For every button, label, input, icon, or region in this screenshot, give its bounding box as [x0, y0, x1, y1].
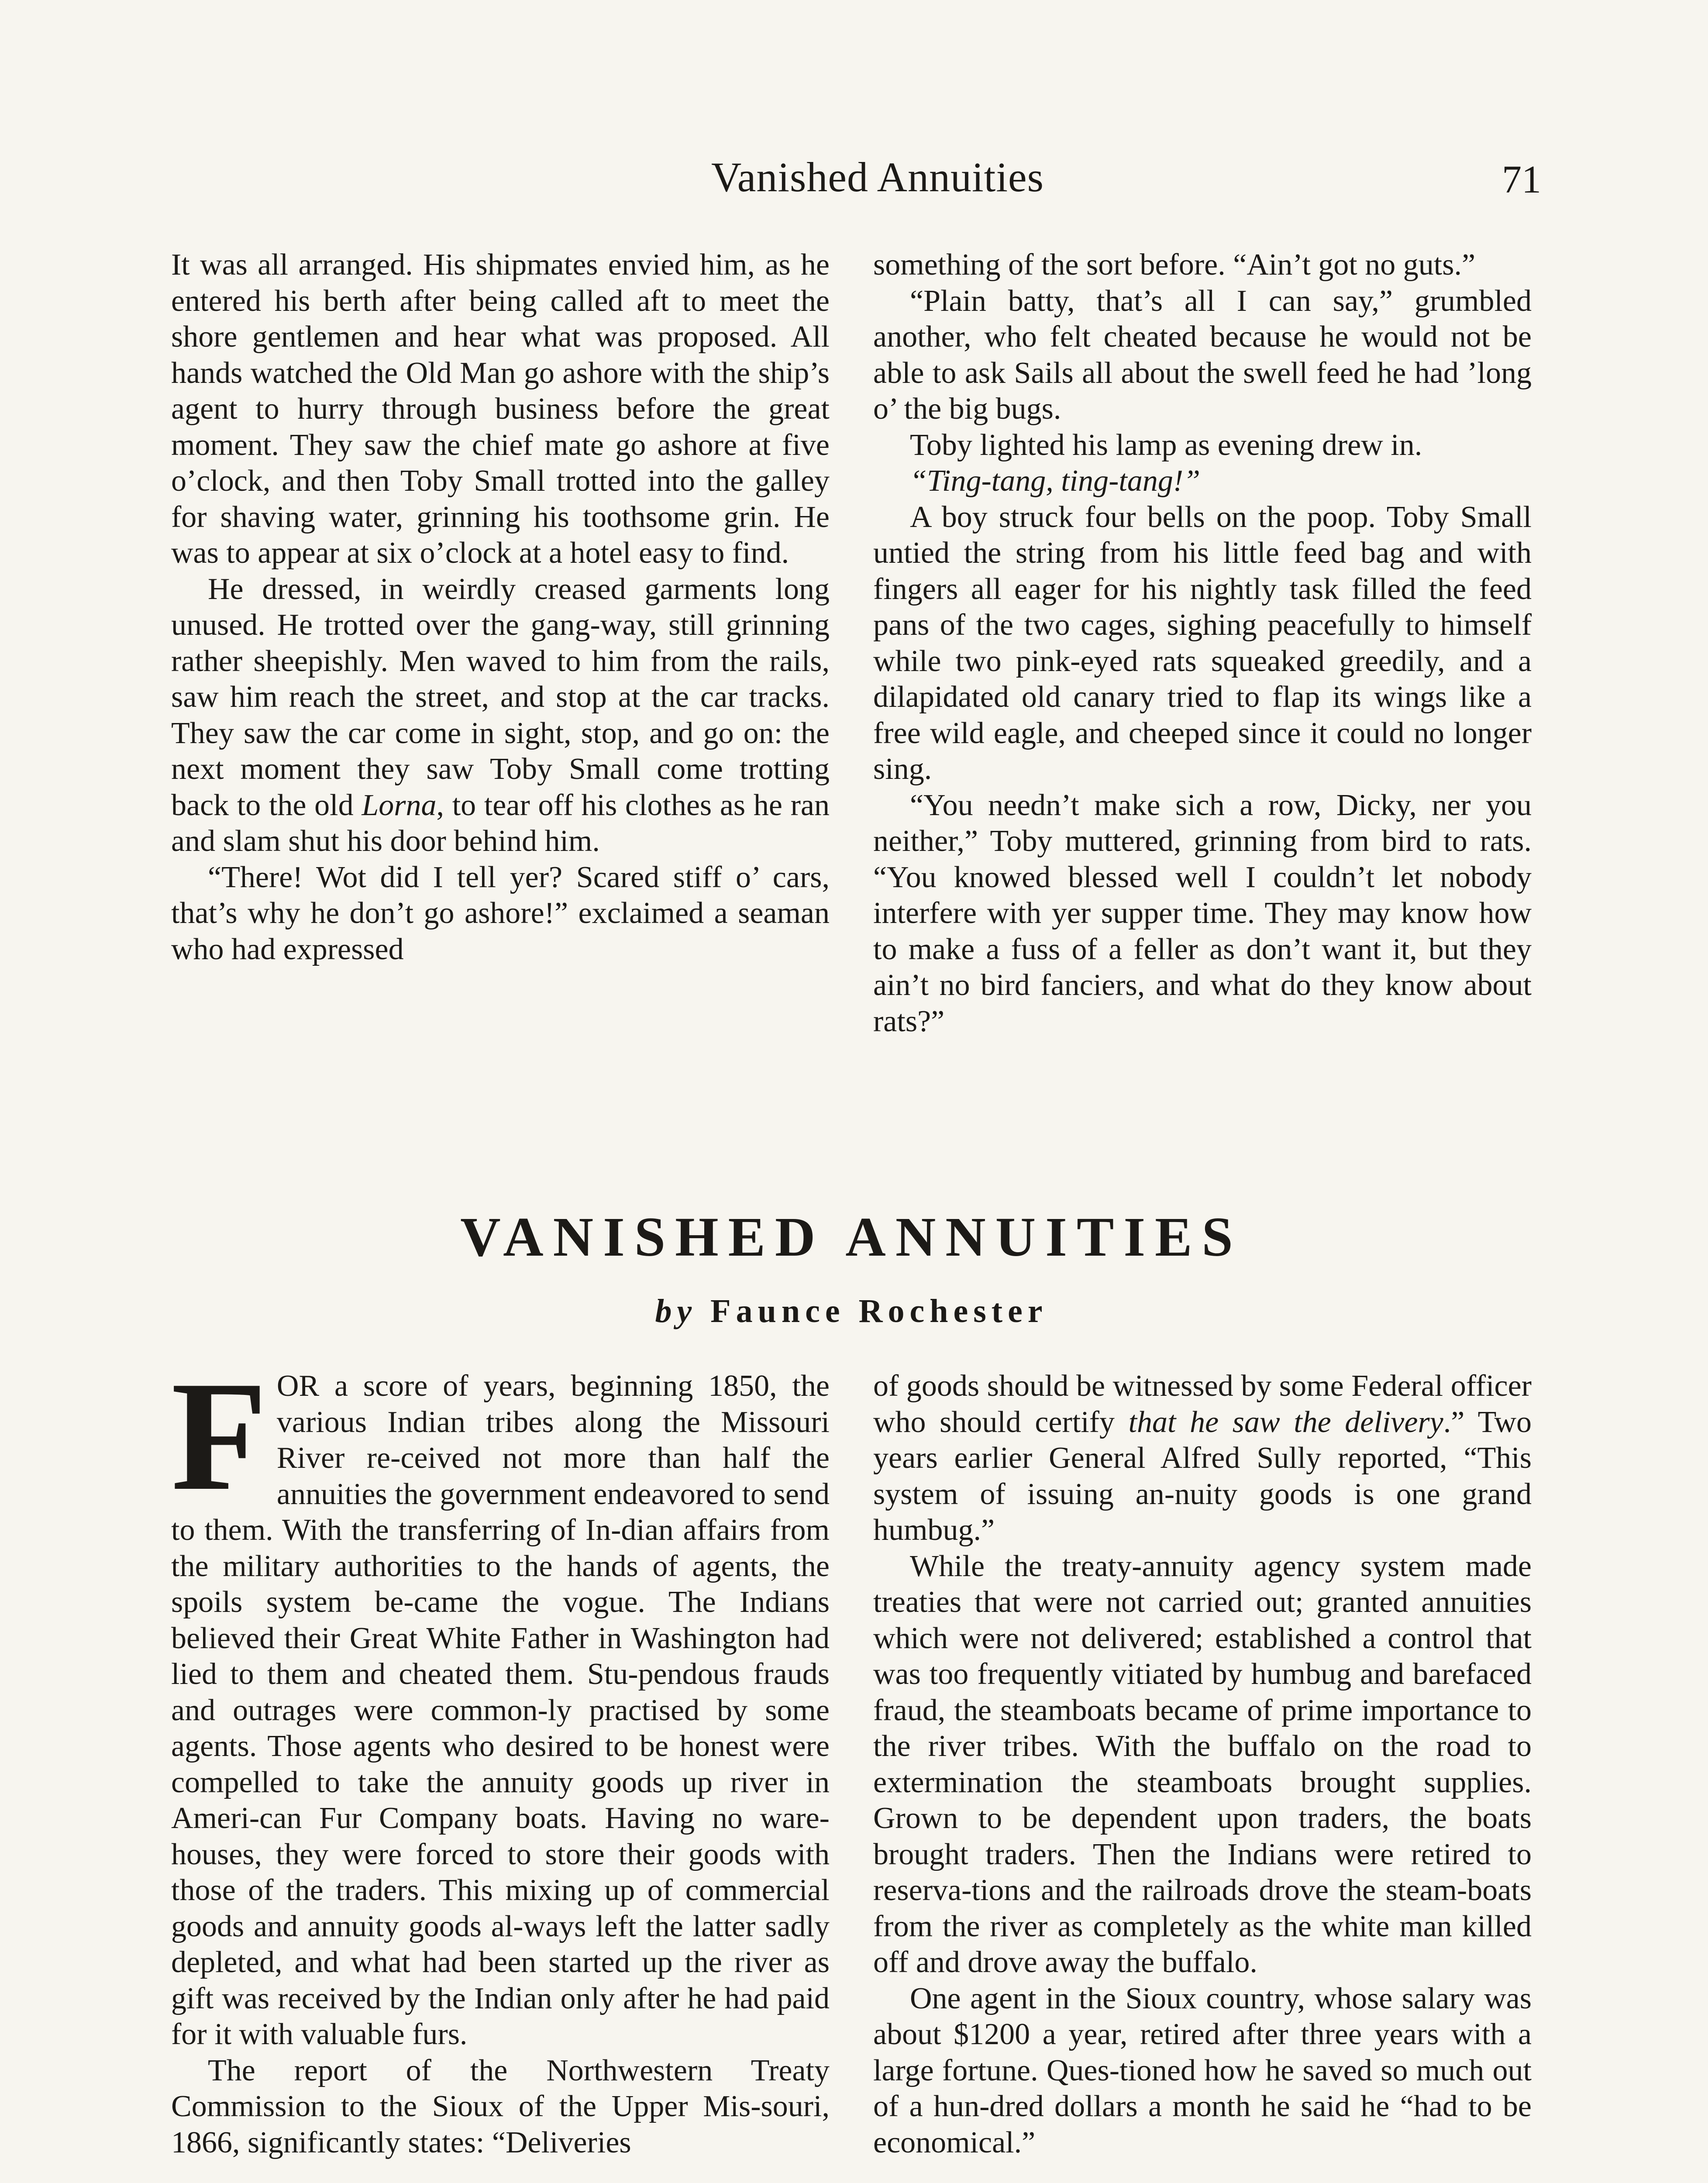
- paragraph: “Plain batty, that’s all I can say,” grumbled another, who felt cheated because he would not be able to ask Sails all about the swell feed he had ’long o’ the big bugs.: [873, 284, 1532, 426]
- paragraph-text: , to tear off his clothes as he ran and slam shut his door behind him.: [171, 788, 830, 858]
- paragraph-text: OR a score of years, beginning 1850, the various Indian tribes along the Missouri River re-ceived not more than half the annuities the government endeavored to send to them. With the transferring of In-dian affairs from the military authorities to the hands of agents, the spoils system be-came the vogue. The Indians believed their Great White Father in Washington had lied to them and cheated them. Stu-pendous frauds and outrages were common-ly practised by some agents. Those agents who desired to be honest were compelled to take the annuity goods up river in Ameri-can Fur Company boats. Having no ware-houses, they were forced to store their goods with those of the traders. This mixing up of commercial goods and annuity goods al-ways left the latter sadly depleted, and what had been started up the river as gift was received by the Indian only after he had paid for it with valuable furs.: [171, 1369, 830, 2051]
- paragraph: One agent in the Sioux country, whose salary was about $1200 a year, retired after three years with a large fortune. Ques-tioned how he saved so much out of a hun-dred dollars a month he said he “had to be economical.”: [873, 1981, 1532, 2159]
- paragraph: The report of the Northwestern Treaty Commission to the Sioux of the Upper Mis-souri, 1866, significantly states: “Deliveries: [171, 2053, 830, 2159]
- article-right-column: [873, 1368, 1532, 2161]
- page-number: 71: [1502, 158, 1541, 201]
- byline: [171, 1292, 1532, 1330]
- paragraph: “There! Wot did I tell yer? Scared stiff o’ cars, that’s why he don’t go ashore!” exclaimed a seaman who had expressed: [171, 860, 830, 966]
- paragraph-text: of goods should be witnessed by some Federal officer who should certify: [873, 1369, 1532, 1439]
- paragraph-text: He dressed, in weirdly creased garments long unused. He trotted over the gang-way, still grinning rather sheepishly. Men waved to him from the rails, saw him reach the street, and stop at the car tracks. They saw the car come in sight, stop, and go on: the next moment they saw Toby Small come trotting back to the old: [171, 572, 830, 822]
- article-left-column: [171, 1349, 830, 2161]
- emphasis-text: that he saw the delivery: [1128, 1405, 1443, 1439]
- ship-name: Lorna: [362, 788, 437, 822]
- paragraph: [873, 1368, 1532, 1549]
- paragraph: [171, 1349, 830, 2053]
- drop-cap: F: [171, 1349, 267, 1523]
- paragraph: A boy struck four bells on the poop. Toby Small untied the string from his little feed bag and with fingers all eager for his nightly task filled the feed pans of the two cages, sighing peacefully to himself while two pink-eyed rats squeaked greedily, and a dilapidated old canary tried to flap its wings like a free wild eagle, and cheeped since it could no longer sing.: [873, 500, 1532, 786]
- byline-author: Faunce Rochester: [710, 1293, 1048, 1329]
- bells-sound: “Ting-tang, ting-tang!”: [910, 464, 1201, 498]
- story-end-right-column: [873, 247, 1532, 1040]
- paragraph: “You needn’t make sich a row, Dicky, ner you neither,” Toby muttered, grinning from bird to rats. “You knowed blessed well I couldn’t let nobody interfere with yer supper time. They may know how to make a fuss of a feller as don’t want it, but they ain’t no bird fanciers, and what do they know about rats?”: [873, 788, 1532, 1038]
- article-title: VANISHED ANNUITIES: [460, 1206, 1243, 1268]
- paragraph: [171, 572, 830, 860]
- paragraph: Toby lighted his lamp as evening drew in.: [910, 428, 1422, 462]
- running-title: Vanished Annuities: [711, 154, 1044, 200]
- paragraph: It was all arranged. His shipmates envied him, as he entered his berth after being called aft to meet the shore gentlemen and hear what was proposed. All hands watched the Old Man go ashore with the ship’s agent to hurry through business before the great moment. They saw the chief mate go ashore at five o’clock, and then Toby Small trotted into the galley for shaving water, grinning his toothsome grin. He was to appear at six o’clock at a hotel easy to find.: [171, 248, 830, 570]
- story-end-left-column: [171, 247, 830, 968]
- paragraph: While the treaty-annuity agency system made treaties that were not carried out; granted annuities which were not delivered; established a control that was too frequently vitiated by humbug and barefaced fraud, the steamboats became of prime importance to the river tribes. With the buffalo on the road to extermination the steamboats brought supplies. Grown to be dependent upon traders, the boats brought traders. Then the Indians were retired to reserva-tions and the railroads drove the steam-boats from the river as completely as the white man killed off and drove away the buffalo.: [873, 1549, 1532, 1979]
- paragraph: something of the sort before. “Ain’t got no guts.”: [873, 248, 1476, 282]
- paragraph-text: .” Two years earlier General Alfred Sully reported, “This system of issuing an-nuity goods is one grand humbug.”: [873, 1405, 1532, 1547]
- paragraph: [873, 463, 1532, 499]
- byline-by: by: [655, 1293, 697, 1329]
